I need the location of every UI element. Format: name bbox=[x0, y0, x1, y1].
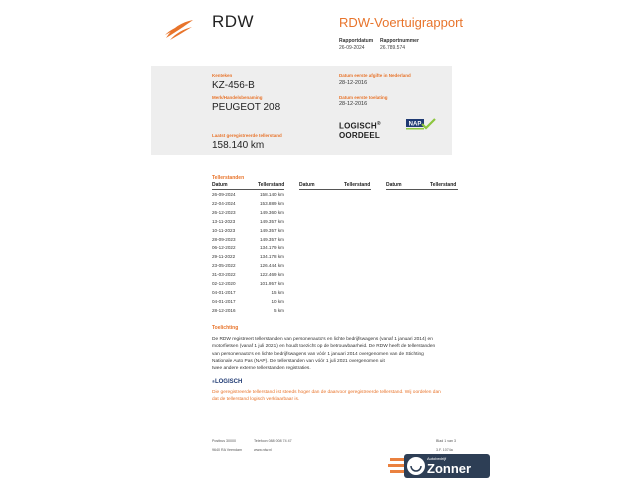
reading-km: 134.179 km bbox=[259, 245, 284, 251]
reading-date: 29-11-2022 bbox=[212, 254, 236, 260]
reading-km: 158.140 km bbox=[259, 192, 284, 197]
report-number-label: Rapportnummer bbox=[380, 38, 419, 44]
svg-text:NAP: NAP bbox=[408, 121, 422, 128]
odometer-label: Laatst geregistreerde tellerstand bbox=[212, 133, 282, 138]
reading-km: 126.444 km bbox=[259, 263, 284, 269]
table-divider-3 bbox=[386, 189, 458, 190]
readings-col-km-3: Tellerstand bbox=[430, 182, 457, 188]
report-date-label: Rapportdatum bbox=[339, 38, 374, 44]
readings-col-date-3: Datum bbox=[386, 182, 402, 188]
reading-date: 26-09-2024 bbox=[212, 192, 236, 197]
reading-km: 149.357 km bbox=[259, 218, 284, 224]
reading-date: 28-09-2023 bbox=[212, 236, 236, 242]
make-label: Merk/Handelsbenaming bbox=[212, 95, 263, 100]
reading-km: 149.357 km bbox=[259, 227, 284, 233]
rdw-logo-icon bbox=[164, 18, 194, 42]
logisch-oordeel-line1: LOGISCH® bbox=[339, 121, 381, 131]
explanation-text: De RDW registreert tellerstanden van personenauto's en lichte bedrijfswagens (vanaf 1 januari 2014) en motorfietsen (vanaf 1 juli 2021) en houdt toezicht op de betrouwbaarheid. De RDW heeft de tellerstanden van personenauto's en lichte bedrijfswagens van vóór 1 januari 2014 overgenomen van de Stichting Nationale Auto Pas (NAP). De tellerstanden van vóór 1 juli 2021 overgenomen uit twee andere externe tellerstanden registraties. bbox=[212, 337, 436, 372]
table-divider-1 bbox=[212, 189, 284, 190]
logisch-oordeel-line2: OORDEEL bbox=[339, 131, 380, 140]
reading-date: 31-03-2022 bbox=[212, 272, 236, 278]
logisch-note-text: Die geregistreerde tellerstand ist steeds hoger dan de daarvoor geregistreerde tellerstand. Wij oordelen dan dat de tellerstand logisch verklaarbaar is. bbox=[212, 390, 441, 403]
readings-section-title: Tellerstanden bbox=[212, 175, 245, 181]
readings-col-km-1: Tellerstand bbox=[258, 182, 285, 188]
svg-text:Autobedrijf: Autobedrijf bbox=[427, 456, 447, 461]
logisch-note-title: ®LOGISCH bbox=[212, 379, 243, 385]
reading-km: 149.360 km bbox=[259, 209, 284, 215]
reading-km: 101.957 km bbox=[259, 281, 284, 286]
plate-value: KZ-456-B bbox=[212, 80, 255, 91]
footer-postbus: Postbus 30000 bbox=[212, 439, 236, 443]
brand-name: RDW bbox=[212, 12, 255, 31]
reading-km: 134.178 km bbox=[259, 254, 284, 260]
table-divider-2 bbox=[299, 189, 371, 190]
footer-city: 9640 RA Veendam bbox=[212, 448, 242, 452]
reading-date: 23-05-2022 bbox=[212, 263, 236, 269]
report-number: 26.789.574 bbox=[380, 45, 406, 51]
reading-date: 04-01-2017 bbox=[212, 289, 236, 295]
reading-km: 5 km bbox=[274, 307, 284, 313]
footer-version: 3.F. 1074a bbox=[436, 448, 453, 452]
footer-web[interactable]: www.rdw.nl bbox=[254, 448, 272, 452]
reading-date: 26-12-2023 bbox=[212, 209, 236, 215]
reading-date: 02-12-2020 bbox=[212, 281, 236, 286]
make-value: PEUGEOT 208 bbox=[212, 102, 281, 113]
readings-col-date-1: Datum bbox=[212, 182, 228, 188]
first-admission-value: 28-12-2016 bbox=[339, 101, 368, 107]
first-nl-value: 28-12-2016 bbox=[339, 80, 368, 86]
vehicle-summary-panel bbox=[151, 66, 452, 155]
reading-km: 122.469 km bbox=[259, 272, 284, 278]
report-date: 26-09-2024 bbox=[339, 45, 365, 51]
reading-date: 13-11-2023 bbox=[212, 218, 236, 224]
reading-km: 153.889 km bbox=[259, 200, 284, 206]
readings-col-km-2: Tellerstand bbox=[344, 182, 371, 188]
reading-km: 15 km bbox=[271, 289, 284, 295]
reading-date: 04-01-2017 bbox=[212, 298, 236, 304]
report-title: RDW-Voertuigrapport bbox=[339, 15, 464, 30]
nap-check-icon bbox=[406, 118, 436, 130]
plate-label: Kenteken bbox=[212, 73, 233, 78]
readings-col-date-2: Datum bbox=[299, 182, 315, 188]
footer-page: Blad 1 van 3 bbox=[436, 439, 456, 443]
svg-text:Zonner: Zonner bbox=[427, 461, 472, 476]
reading-km: 10 km bbox=[271, 298, 284, 304]
reading-date: 10-11-2023 bbox=[212, 227, 236, 233]
reading-km: 149.357 km bbox=[259, 236, 284, 242]
first-admission-label: Datum eerste toelating bbox=[339, 95, 388, 100]
first-nl-label: Datum eerste afgifte in Nederland bbox=[339, 73, 411, 78]
explanation-title: Toelichting bbox=[212, 325, 239, 331]
reading-date: 06-12-2022 bbox=[212, 245, 236, 251]
reading-date: 22-04-2024 bbox=[212, 200, 236, 206]
footer-phone: Telefoon 088 008 74 47 bbox=[254, 439, 292, 443]
reading-date: 28-12-2016 bbox=[212, 307, 236, 313]
dealer-watermark bbox=[388, 452, 492, 480]
odometer-value: 158.140 km bbox=[212, 140, 265, 151]
